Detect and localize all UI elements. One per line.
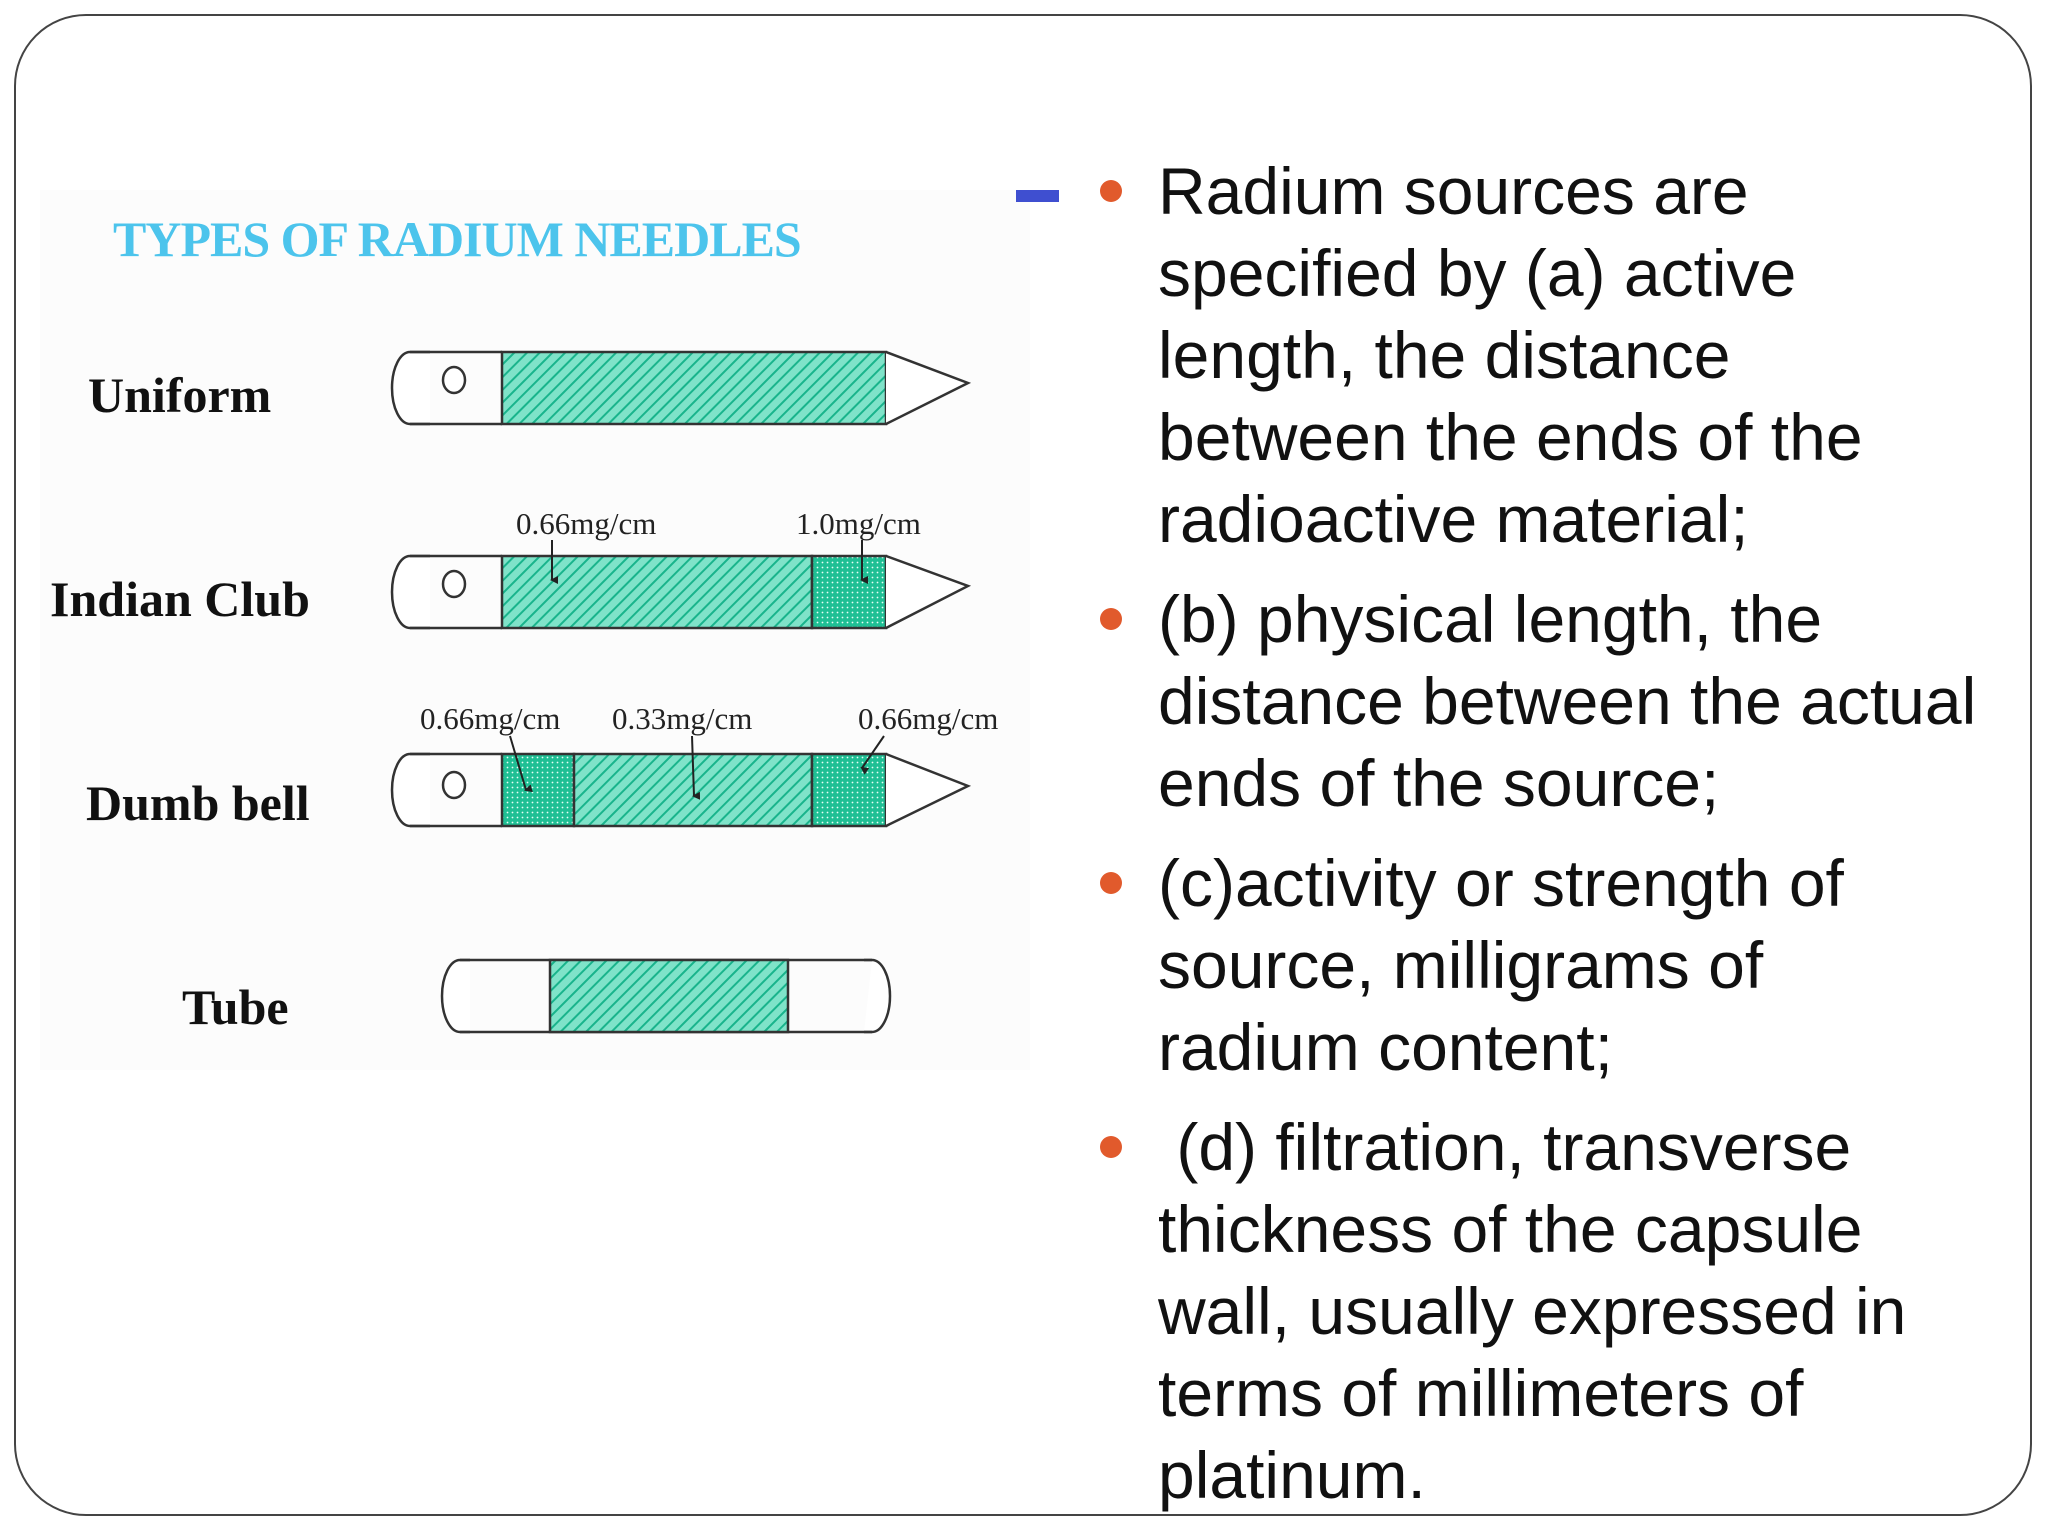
needle-tube: [442, 960, 890, 1032]
density-label-dumb-bell-left: 0.66mg/cm: [420, 701, 561, 736]
bullet-item: [1100, 578, 1980, 824]
bullet-item: [1100, 150, 1980, 560]
density-label-indian-club-light: 0.66mg/cm: [516, 506, 657, 541]
needle-label-indian-club: Indian Club: [50, 571, 310, 627]
bullet-dot-icon: [1100, 872, 1122, 894]
density-label-indian-club-dense: 1.0mg/cm: [796, 506, 921, 541]
bullet-dot-icon: [1100, 180, 1122, 202]
bullet-item: [1100, 842, 1980, 1088]
bullet-dot-icon: [1100, 608, 1122, 630]
bullet-text: (d) filtration, transverse thickness of the capsule wall, usually expressed in terms of millimeters of platinum.: [1158, 1110, 1925, 1512]
needle-label-dumb-bell: Dumb bell: [86, 775, 310, 831]
bullet-text: Radium sources are specified by (a) active length, the distance between the ends of the radioactive material;: [1158, 154, 1863, 556]
bullet-text: (b) physical length, the distance between the actual ends of the source;: [1158, 582, 1977, 820]
needle-label-uniform: Uniform: [88, 367, 272, 423]
needle-indian-club: [392, 540, 968, 628]
diagram-title: TYPES OF RADIUM NEEDLES: [113, 211, 801, 267]
density-label-dumb-bell-middle: 0.33mg/cm: [612, 701, 753, 736]
bullet-dot-icon: [1100, 1136, 1122, 1158]
bullet-list: [1100, 150, 1980, 1534]
bullet-item: [1100, 1106, 1980, 1516]
needle-label-tube: Tube: [182, 979, 289, 1035]
slide-marker: [1016, 190, 1059, 202]
needle-dumb-bell: [392, 736, 968, 826]
needle-uniform: [392, 352, 968, 424]
bullet-text: (c)activity or strength of source, milligrams of radium content;: [1158, 846, 1844, 1084]
density-label-dumb-bell-right: 0.66mg/cm: [858, 701, 999, 736]
